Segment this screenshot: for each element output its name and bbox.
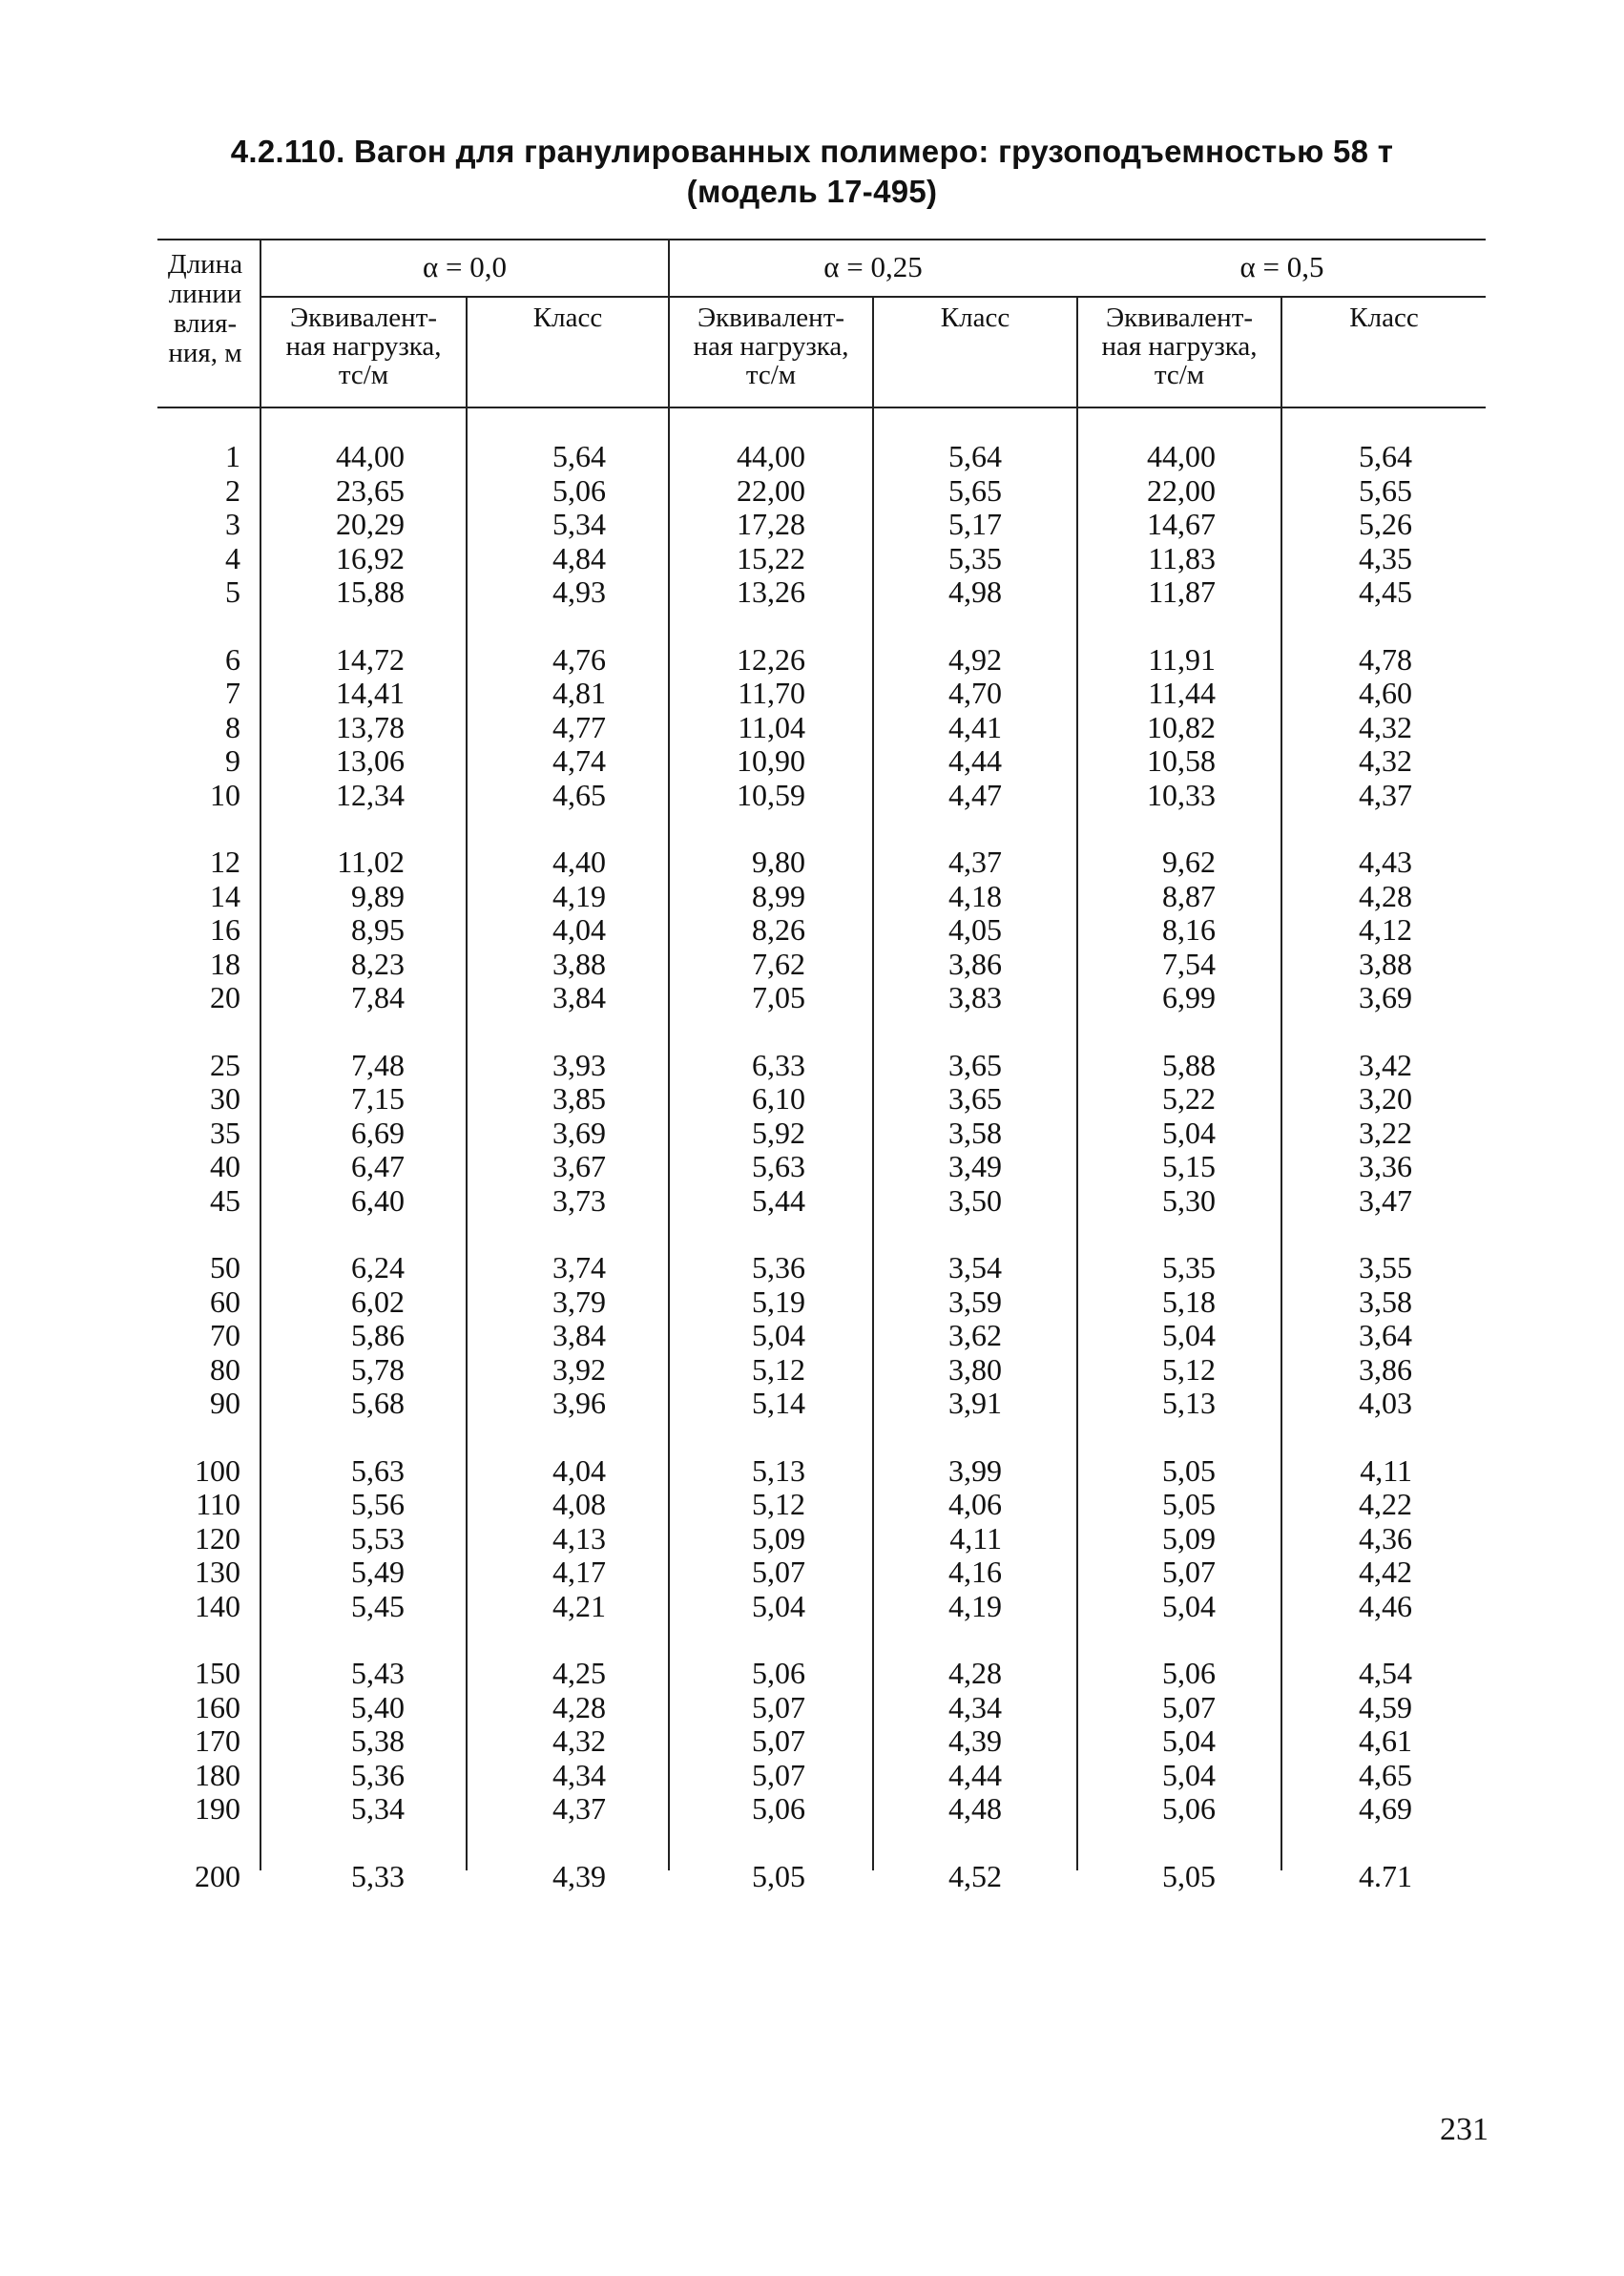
alpha025-class-cell: 3,65 bbox=[948, 1081, 1002, 1116]
alpha0-class-cell: 4,08 bbox=[552, 1487, 606, 1521]
length-cell: 60 bbox=[210, 1284, 240, 1319]
alpha05-equiv-cell: 5,07 bbox=[1162, 1555, 1216, 1589]
alpha025-class-cell: 5,64 bbox=[948, 439, 1002, 473]
alpha05-class-cell: 4,22 bbox=[1359, 1487, 1412, 1521]
length-header-line: Длина bbox=[167, 249, 243, 280]
alpha025-class-cell: 5,65 bbox=[948, 472, 1002, 508]
alpha05-equiv-cell: 7,54 bbox=[1162, 946, 1216, 981]
alpha05-equiv-cell: 5,06 bbox=[1162, 1791, 1216, 1826]
alpha05-equiv-cell: 9,62 bbox=[1162, 845, 1216, 879]
class-header: Класс bbox=[1349, 303, 1419, 333]
page-number: 231 bbox=[1440, 2112, 1489, 2147]
length-cell: 2 bbox=[225, 472, 240, 508]
alpha025-class-cell: 4,98 bbox=[948, 574, 1002, 609]
alpha05-class-cell: 4,65 bbox=[1359, 1757, 1412, 1792]
col-divider-a5-inner bbox=[1280, 296, 1282, 1870]
alpha0-class-cell: 4,28 bbox=[552, 1689, 606, 1724]
alpha0-class-cell: 3,74 bbox=[552, 1250, 606, 1284]
alpha025-class-cell: 4,37 bbox=[948, 845, 1002, 879]
length-cell: 30 bbox=[210, 1081, 240, 1116]
alpha05-equiv-cell: 8,87 bbox=[1162, 878, 1216, 913]
alpha05-class-cell: 4,11 bbox=[1360, 1452, 1412, 1488]
length-header-line: влия- bbox=[173, 308, 238, 339]
alpha025-class-cell: 4,47 bbox=[948, 777, 1002, 812]
alpha025-equiv-cell: 13,26 bbox=[737, 574, 805, 609]
alpha05-class-cell: 3,69 bbox=[1359, 980, 1412, 1014]
length-cell: 4 bbox=[225, 540, 240, 575]
alpha05-equiv-cell: 11,83 bbox=[1148, 540, 1216, 575]
alpha05-equiv-cell: 11,44 bbox=[1148, 676, 1216, 710]
alpha025-class-cell: 5,35 bbox=[948, 540, 1002, 575]
alpha0-equiv-cell: 20,29 bbox=[336, 507, 405, 541]
alpha0-equiv-cell: 15,88 bbox=[336, 574, 405, 609]
alpha0-equiv-cell: 11,02 bbox=[337, 845, 405, 879]
alpha025-class-cell: 4,39 bbox=[948, 1723, 1002, 1758]
length-cell: 50 bbox=[210, 1250, 240, 1284]
alpha025-equiv-cell: 5,07 bbox=[752, 1757, 805, 1792]
alpha05-class-cell: 3,42 bbox=[1359, 1047, 1412, 1082]
col-divider-a25-a5 bbox=[1076, 296, 1078, 1870]
alpha0-class-cell: 4,21 bbox=[552, 1588, 606, 1623]
alpha05-class-cell: 3,55 bbox=[1359, 1250, 1412, 1284]
alpha0-equiv-cell: 5,34 bbox=[351, 1791, 405, 1826]
length-cell: 80 bbox=[210, 1351, 240, 1387]
alpha05-equiv-cell: 6,99 bbox=[1162, 980, 1216, 1014]
alpha025-equiv-cell: 22,00 bbox=[737, 472, 805, 508]
alpha025-class-cell: 3,99 bbox=[948, 1452, 1002, 1488]
alpha025-equiv-cell: 5,12 bbox=[752, 1487, 805, 1521]
equiv-header-line: тс/м bbox=[1154, 360, 1205, 390]
alpha025-equiv-cell: 5,06 bbox=[752, 1656, 805, 1690]
alpha025-equiv-cell: 5,92 bbox=[752, 1115, 805, 1150]
alpha05-equiv-cell: 5,05 bbox=[1162, 1487, 1216, 1521]
alpha0-equiv-cell: 6,24 bbox=[351, 1250, 405, 1284]
alpha0-equiv-cell: 5,38 bbox=[351, 1723, 405, 1758]
alpha025-class-cell: 3,49 bbox=[948, 1149, 1002, 1183]
alpha05-class-cell: 4,46 bbox=[1359, 1588, 1412, 1623]
alpha025-equiv-cell: 5,19 bbox=[752, 1284, 805, 1319]
length-cell: 12 bbox=[210, 845, 240, 879]
alpha05-class-cell: 4,45 bbox=[1359, 574, 1412, 609]
length-cell: 5 bbox=[225, 574, 240, 609]
length-column-header bbox=[157, 250, 253, 368]
alpha0-equiv-cell: 8,23 bbox=[351, 946, 405, 981]
col-divider-a25-inner bbox=[872, 296, 874, 1870]
alpha025-equiv-cell: 17,28 bbox=[737, 507, 805, 541]
alpha05-class-cell: 4,54 bbox=[1359, 1656, 1412, 1690]
length-cell: 7 bbox=[225, 676, 240, 710]
alpha025-equiv-cell: 6,33 bbox=[752, 1047, 805, 1082]
table-top-rule bbox=[157, 239, 1486, 240]
alpha05-equiv-cell: 5,13 bbox=[1162, 1386, 1216, 1420]
alpha05-class-cell: 4,61 bbox=[1359, 1723, 1412, 1758]
alpha0-equiv-cell: 5,86 bbox=[351, 1318, 405, 1352]
alpha05-class-cell: 4,32 bbox=[1359, 743, 1412, 778]
length-header-line: ния, м bbox=[168, 338, 242, 368]
alpha0-class-cell: 4,17 bbox=[552, 1555, 606, 1589]
length-header-line: линии bbox=[168, 279, 242, 309]
length-cell: 18 bbox=[210, 946, 240, 981]
alpha0-equiv-cell: 8,95 bbox=[351, 912, 405, 947]
class-header: Класс bbox=[532, 303, 603, 333]
alpha025-equiv-cell: 7,62 bbox=[752, 946, 805, 981]
alpha025-class-cell: 3,80 bbox=[948, 1351, 1002, 1387]
alpha05-class-cell: 4,36 bbox=[1359, 1520, 1412, 1556]
equiv-header-line: Эквивалент- bbox=[289, 303, 438, 333]
alpha0-class-cell: 3,84 bbox=[552, 980, 606, 1014]
alpha0-equiv-cell: 5,36 bbox=[351, 1757, 405, 1792]
alpha025-class-cell: 4,19 bbox=[948, 1588, 1002, 1623]
alpha025-class-cell: 4,18 bbox=[948, 878, 1002, 913]
alpha05-equiv-cell: 5,05 bbox=[1162, 1452, 1216, 1488]
alpha0-class-cell: 3,69 bbox=[552, 1115, 606, 1150]
alpha025-equiv-cell: 5,14 bbox=[752, 1386, 805, 1420]
alpha025-equiv-cell: 12,26 bbox=[737, 641, 805, 677]
length-cell: 1 bbox=[225, 439, 240, 473]
alpha05-class-cell: 4,12 bbox=[1359, 912, 1412, 947]
alpha05-equiv-cell: 5,06 bbox=[1162, 1656, 1216, 1690]
alpha025-class-cell: 3,59 bbox=[948, 1284, 1002, 1319]
alpha025-equiv-cell: 10,59 bbox=[737, 777, 805, 812]
alpha0-class-cell: 3,84 bbox=[552, 1318, 606, 1352]
alpha0-class-cell: 4,04 bbox=[552, 912, 606, 947]
alpha05-class-cell: 3,22 bbox=[1359, 1115, 1412, 1150]
alpha05-class-cell: 3,20 bbox=[1359, 1081, 1412, 1116]
alpha0-equiv-cell: 7,84 bbox=[351, 980, 405, 1014]
alpha025-equiv-cell: 5,04 bbox=[752, 1588, 805, 1623]
alpha025-class-cell: 5,17 bbox=[948, 507, 1002, 541]
length-cell: 40 bbox=[210, 1149, 240, 1183]
alpha05-class-cell: 3,64 bbox=[1359, 1318, 1412, 1352]
alpha025-class-cell: 4,06 bbox=[948, 1487, 1002, 1521]
alpha05-class-cell: 4,35 bbox=[1359, 540, 1412, 575]
alpha025-equiv-cell: 10,90 bbox=[737, 743, 805, 778]
alpha05-equiv-cell: 5,04 bbox=[1162, 1757, 1216, 1792]
alpha025-class-cell: 3,50 bbox=[948, 1182, 1002, 1218]
alpha025-class-cell: 4,34 bbox=[948, 1689, 1002, 1724]
length-cell: 3 bbox=[225, 507, 240, 541]
alpha0-equiv-cell: 5,78 bbox=[351, 1351, 405, 1387]
alpha05-equiv-cell: 5,04 bbox=[1162, 1588, 1216, 1623]
alpha05-class-cell: 4,78 bbox=[1359, 641, 1412, 677]
alpha025-equiv-cell: 5,06 bbox=[752, 1791, 805, 1826]
alpha025-class-cell: 4,70 bbox=[948, 676, 1002, 710]
alpha05-equiv-cell: 5,30 bbox=[1162, 1182, 1216, 1218]
alpha0-equiv-cell: 14,41 bbox=[336, 676, 405, 710]
alpha0-class-cell: 4,77 bbox=[552, 709, 606, 744]
length-cell: 110 bbox=[196, 1487, 240, 1521]
title-line-2: (модель 17-495) bbox=[686, 174, 938, 209]
alpha025-equiv-cell: 5,07 bbox=[752, 1689, 805, 1724]
length-cell: 10 bbox=[210, 777, 240, 812]
alpha025-class-cell: 4,11 bbox=[949, 1520, 1002, 1556]
alpha025-equiv-cell: 5,13 bbox=[752, 1452, 805, 1488]
alpha05-class-cell: 3,88 bbox=[1359, 946, 1412, 981]
equiv-header-line: тс/м bbox=[745, 360, 797, 390]
alpha05-class-cell: 3,58 bbox=[1359, 1284, 1412, 1319]
alpha0-equiv-cell: 5,33 bbox=[351, 1858, 405, 1893]
length-cell: 190 bbox=[195, 1791, 240, 1826]
alpha0-equiv-cell: 9,89 bbox=[351, 878, 405, 913]
alpha05-equiv-cell: 22,00 bbox=[1147, 472, 1216, 508]
alpha025-equiv-cell: 6,10 bbox=[752, 1081, 805, 1116]
equiv-header-line: Эквивалент- bbox=[697, 303, 845, 333]
equiv-header-line: тс/м bbox=[338, 360, 389, 390]
alpha0-class-cell: 4,13 bbox=[552, 1520, 606, 1556]
alpha025-class-cell: 4,44 bbox=[948, 1757, 1002, 1792]
alpha0-equiv-cell: 23,65 bbox=[336, 472, 405, 508]
alpha025-equiv-cell: 5,09 bbox=[752, 1520, 805, 1556]
class-header: Класс bbox=[940, 303, 1010, 333]
length-cell: 8 bbox=[225, 709, 240, 744]
alpha0-equiv-cell: 13,06 bbox=[336, 743, 405, 778]
alpha0-class-cell: 4,37 bbox=[552, 1791, 606, 1826]
alpha05-class-cell: 4,37 bbox=[1359, 777, 1412, 812]
alpha025-equiv-cell: 8,26 bbox=[752, 912, 805, 947]
alpha025-equiv-cell: 5,63 bbox=[752, 1149, 805, 1183]
alpha025-class-cell: 4,41 bbox=[948, 709, 1002, 744]
alpha025-class-cell: 3,65 bbox=[948, 1047, 1002, 1082]
alpha0-equiv-cell: 5,43 bbox=[351, 1656, 405, 1690]
alpha05-class-cell: 4.71 bbox=[1359, 1858, 1412, 1893]
equiv-header-line: Эквивалент- bbox=[1105, 303, 1254, 333]
alpha0-class-cell: 5,34 bbox=[552, 507, 606, 541]
alpha0-class-cell: 4,76 bbox=[552, 641, 606, 677]
alpha025-equiv-cell: 5,07 bbox=[752, 1723, 805, 1758]
alpha025-equiv-cell: 9,80 bbox=[752, 845, 805, 879]
length-cell: 170 bbox=[195, 1723, 240, 1758]
alpha05-equiv-cell: 11,87 bbox=[1148, 574, 1216, 609]
length-cell: 14 bbox=[210, 878, 240, 913]
alpha0-equiv-cell: 5,45 bbox=[351, 1588, 405, 1623]
alpha05-class-cell: 4,32 bbox=[1359, 709, 1412, 744]
alpha0-class-cell: 4,74 bbox=[552, 743, 606, 778]
alpha0-equiv-cell: 7,15 bbox=[351, 1081, 405, 1116]
alpha0-class-cell: 4,25 bbox=[552, 1656, 606, 1690]
alpha0-class-cell: 3,92 bbox=[552, 1351, 606, 1387]
header-bottom-rule bbox=[157, 407, 1486, 408]
length-cell: 9 bbox=[225, 743, 240, 778]
length-cell: 100 bbox=[195, 1452, 240, 1488]
alpha05-class-cell: 5,26 bbox=[1359, 507, 1412, 541]
alpha0-class-cell: 3,93 bbox=[552, 1047, 606, 1082]
length-cell: 45 bbox=[210, 1182, 240, 1218]
alpha0-class-cell: 4,04 bbox=[552, 1452, 606, 1488]
alpha05-equiv-cell: 5,18 bbox=[1162, 1284, 1216, 1319]
alpha-025-header: α = 0,25 bbox=[823, 250, 923, 283]
alpha05-equiv-cell: 11,91 bbox=[1148, 641, 1216, 677]
alpha025-class-cell: 3,54 bbox=[948, 1250, 1002, 1284]
alpha0-class-cell: 3,96 bbox=[552, 1386, 606, 1420]
alpha025-equiv-cell: 7,05 bbox=[752, 980, 805, 1014]
alpha05-equiv-cell: 14,67 bbox=[1147, 507, 1216, 541]
title-line-1: 4.2.110. Вагон для гранулированных полимеро: грузоподъемностью 58 т bbox=[230, 134, 1394, 169]
alpha05-equiv-cell: 5,22 bbox=[1162, 1081, 1216, 1116]
length-cell: 140 bbox=[195, 1588, 240, 1623]
length-cell: 150 bbox=[195, 1656, 240, 1690]
alpha025-class-cell: 4,52 bbox=[948, 1858, 1002, 1893]
alpha0-equiv-cell: 12,34 bbox=[336, 777, 405, 812]
alpha025-class-cell: 4,92 bbox=[948, 641, 1002, 677]
alpha05-class-cell: 3,36 bbox=[1359, 1149, 1412, 1183]
alpha05-equiv-cell: 44,00 bbox=[1147, 439, 1216, 473]
alpha05-equiv-cell: 5,88 bbox=[1162, 1047, 1216, 1082]
alpha-0-header: α = 0,0 bbox=[423, 250, 507, 283]
alpha0-equiv-cell: 5,63 bbox=[351, 1452, 405, 1488]
alpha05-class-cell: 4,28 bbox=[1359, 878, 1412, 913]
length-cell: 180 bbox=[195, 1757, 240, 1792]
alpha025-equiv-cell: 15,22 bbox=[737, 540, 805, 575]
alpha0-equiv-cell: 5,53 bbox=[351, 1520, 405, 1556]
alpha0-equiv-cell: 14,72 bbox=[336, 641, 405, 677]
alpha025-equiv-cell: 5,07 bbox=[752, 1555, 805, 1589]
length-cell: 90 bbox=[210, 1386, 240, 1420]
length-cell: 25 bbox=[210, 1047, 240, 1082]
length-cell: 160 bbox=[195, 1689, 240, 1724]
alpha05-class-cell: 4,69 bbox=[1359, 1791, 1412, 1826]
alpha05-equiv-cell: 5,05 bbox=[1162, 1858, 1216, 1893]
alpha05-equiv-cell: 5,04 bbox=[1162, 1723, 1216, 1758]
alpha025-class-cell: 3,58 bbox=[948, 1115, 1002, 1150]
alpha025-class-cell: 4,05 bbox=[948, 912, 1002, 947]
equiv-header-line: ная нагрузка, bbox=[285, 331, 442, 362]
alpha025-equiv-cell: 5,05 bbox=[752, 1858, 805, 1893]
length-cell: 6 bbox=[225, 641, 240, 677]
equiv-load-header bbox=[261, 303, 466, 389]
length-cell: 16 bbox=[210, 912, 240, 947]
alpha0-equiv-cell: 6,69 bbox=[351, 1115, 405, 1150]
alpha0-equiv-cell: 5,40 bbox=[351, 1689, 405, 1724]
alpha0-class-cell: 4,40 bbox=[552, 845, 606, 879]
length-cell: 130 bbox=[195, 1555, 240, 1589]
alpha05-class-cell: 3,86 bbox=[1359, 1351, 1412, 1387]
alpha0-class-cell: 4,81 bbox=[552, 676, 606, 710]
alpha05-class-cell: 4,43 bbox=[1359, 845, 1412, 879]
alpha0-equiv-cell: 13,78 bbox=[336, 709, 405, 744]
length-cell: 20 bbox=[210, 980, 240, 1014]
alpha0-equiv-cell: 6,40 bbox=[351, 1182, 405, 1218]
alpha05-class-cell: 5,64 bbox=[1359, 439, 1412, 473]
alpha0-equiv-cell: 44,00 bbox=[336, 439, 405, 473]
alpha025-class-cell: 4,28 bbox=[948, 1656, 1002, 1690]
alpha0-class-cell: 3,88 bbox=[552, 946, 606, 981]
alpha025-class-cell: 3,62 bbox=[948, 1318, 1002, 1352]
alpha05-equiv-cell: 10,33 bbox=[1147, 777, 1216, 812]
alpha05-equiv-cell: 5,04 bbox=[1162, 1115, 1216, 1150]
alpha0-class-cell: 4,84 bbox=[552, 540, 606, 575]
alpha05-class-cell: 3,47 bbox=[1359, 1182, 1412, 1218]
alpha0-class-cell: 3,79 bbox=[552, 1284, 606, 1319]
alpha0-class-cell: 4,34 bbox=[552, 1757, 606, 1792]
alpha05-equiv-cell: 10,82 bbox=[1147, 709, 1216, 744]
alpha025-class-cell: 3,86 bbox=[948, 946, 1002, 981]
alpha05-equiv-cell: 10,58 bbox=[1147, 743, 1216, 778]
equiv-header-line: ная нагрузка, bbox=[693, 331, 849, 362]
alpha05-equiv-cell: 5,04 bbox=[1162, 1318, 1216, 1352]
alpha05-class-cell: 4,60 bbox=[1359, 676, 1412, 710]
alpha025-equiv-cell: 5,04 bbox=[752, 1318, 805, 1352]
alpha05-equiv-cell: 5,15 bbox=[1162, 1149, 1216, 1183]
alpha0-equiv-cell: 5,68 bbox=[351, 1386, 405, 1420]
alpha05-equiv-cell: 5,07 bbox=[1162, 1689, 1216, 1724]
alpha025-class-cell: 4,44 bbox=[948, 743, 1002, 778]
alpha025-equiv-cell: 5,36 bbox=[752, 1250, 805, 1284]
alpha05-equiv-cell: 5,09 bbox=[1162, 1520, 1216, 1556]
length-cell: 120 bbox=[195, 1520, 240, 1556]
alpha05-class-cell: 5,65 bbox=[1359, 472, 1412, 508]
alpha0-class-cell: 5,64 bbox=[552, 439, 606, 473]
alpha0-class-cell: 5,06 bbox=[552, 472, 606, 508]
alpha0-equiv-cell: 5,56 bbox=[351, 1487, 405, 1521]
alpha0-class-cell: 4,65 bbox=[552, 777, 606, 812]
length-cell: 70 bbox=[210, 1318, 240, 1352]
alpha025-equiv-cell: 5,44 bbox=[752, 1182, 805, 1218]
alpha025-equiv-cell: 11,70 bbox=[738, 676, 805, 710]
alpha0-class-cell: 3,85 bbox=[552, 1081, 606, 1116]
alpha025-equiv-cell: 11,04 bbox=[738, 709, 805, 744]
alpha025-class-cell: 4,48 bbox=[948, 1791, 1002, 1826]
length-cell: 35 bbox=[210, 1115, 240, 1150]
alpha0-class-cell: 4,93 bbox=[552, 574, 606, 609]
col-divider-a0-inner bbox=[466, 296, 468, 1870]
alpha0-equiv-cell: 6,47 bbox=[351, 1149, 405, 1183]
alpha025-class-cell: 4,16 bbox=[948, 1555, 1002, 1589]
alpha0-equiv-cell: 7,48 bbox=[351, 1047, 405, 1082]
equiv-load-header bbox=[1078, 303, 1280, 389]
equiv-load-header bbox=[670, 303, 872, 389]
alpha0-equiv-cell: 6,02 bbox=[351, 1284, 405, 1319]
alpha0-class-cell: 4,32 bbox=[552, 1723, 606, 1758]
alpha-05-header: α = 0,5 bbox=[1239, 250, 1324, 283]
alpha025-equiv-cell: 5,12 bbox=[752, 1351, 805, 1387]
col-divider-len bbox=[260, 239, 261, 1870]
alpha0-class-cell: 4,39 bbox=[552, 1858, 606, 1893]
alpha05-class-cell: 4,03 bbox=[1359, 1386, 1412, 1420]
alpha05-equiv-cell: 8,16 bbox=[1162, 912, 1216, 947]
alpha05-class-cell: 4,59 bbox=[1359, 1689, 1412, 1724]
col-divider-a0-a25 bbox=[668, 239, 670, 1870]
alpha025-class-cell: 3,91 bbox=[948, 1386, 1002, 1420]
alpha0-class-cell: 3,73 bbox=[552, 1182, 606, 1218]
length-cell: 200 bbox=[195, 1858, 240, 1893]
alpha0-class-cell: 4,19 bbox=[552, 878, 606, 913]
alpha05-equiv-cell: 5,12 bbox=[1162, 1351, 1216, 1387]
alpha025-equiv-cell: 44,00 bbox=[737, 439, 805, 473]
alpha05-equiv-cell: 5,35 bbox=[1162, 1250, 1216, 1284]
alpha0-class-cell: 3,67 bbox=[552, 1149, 606, 1183]
alpha025-class-cell: 3,83 bbox=[948, 980, 1002, 1014]
alpha0-equiv-cell: 5,49 bbox=[351, 1555, 405, 1589]
alpha05-class-cell: 4,42 bbox=[1359, 1555, 1412, 1589]
alpha0-equiv-cell: 16,92 bbox=[336, 540, 405, 575]
equiv-header-line: ная нагрузка, bbox=[1101, 331, 1258, 362]
alpha025-equiv-cell: 8,99 bbox=[752, 878, 805, 913]
